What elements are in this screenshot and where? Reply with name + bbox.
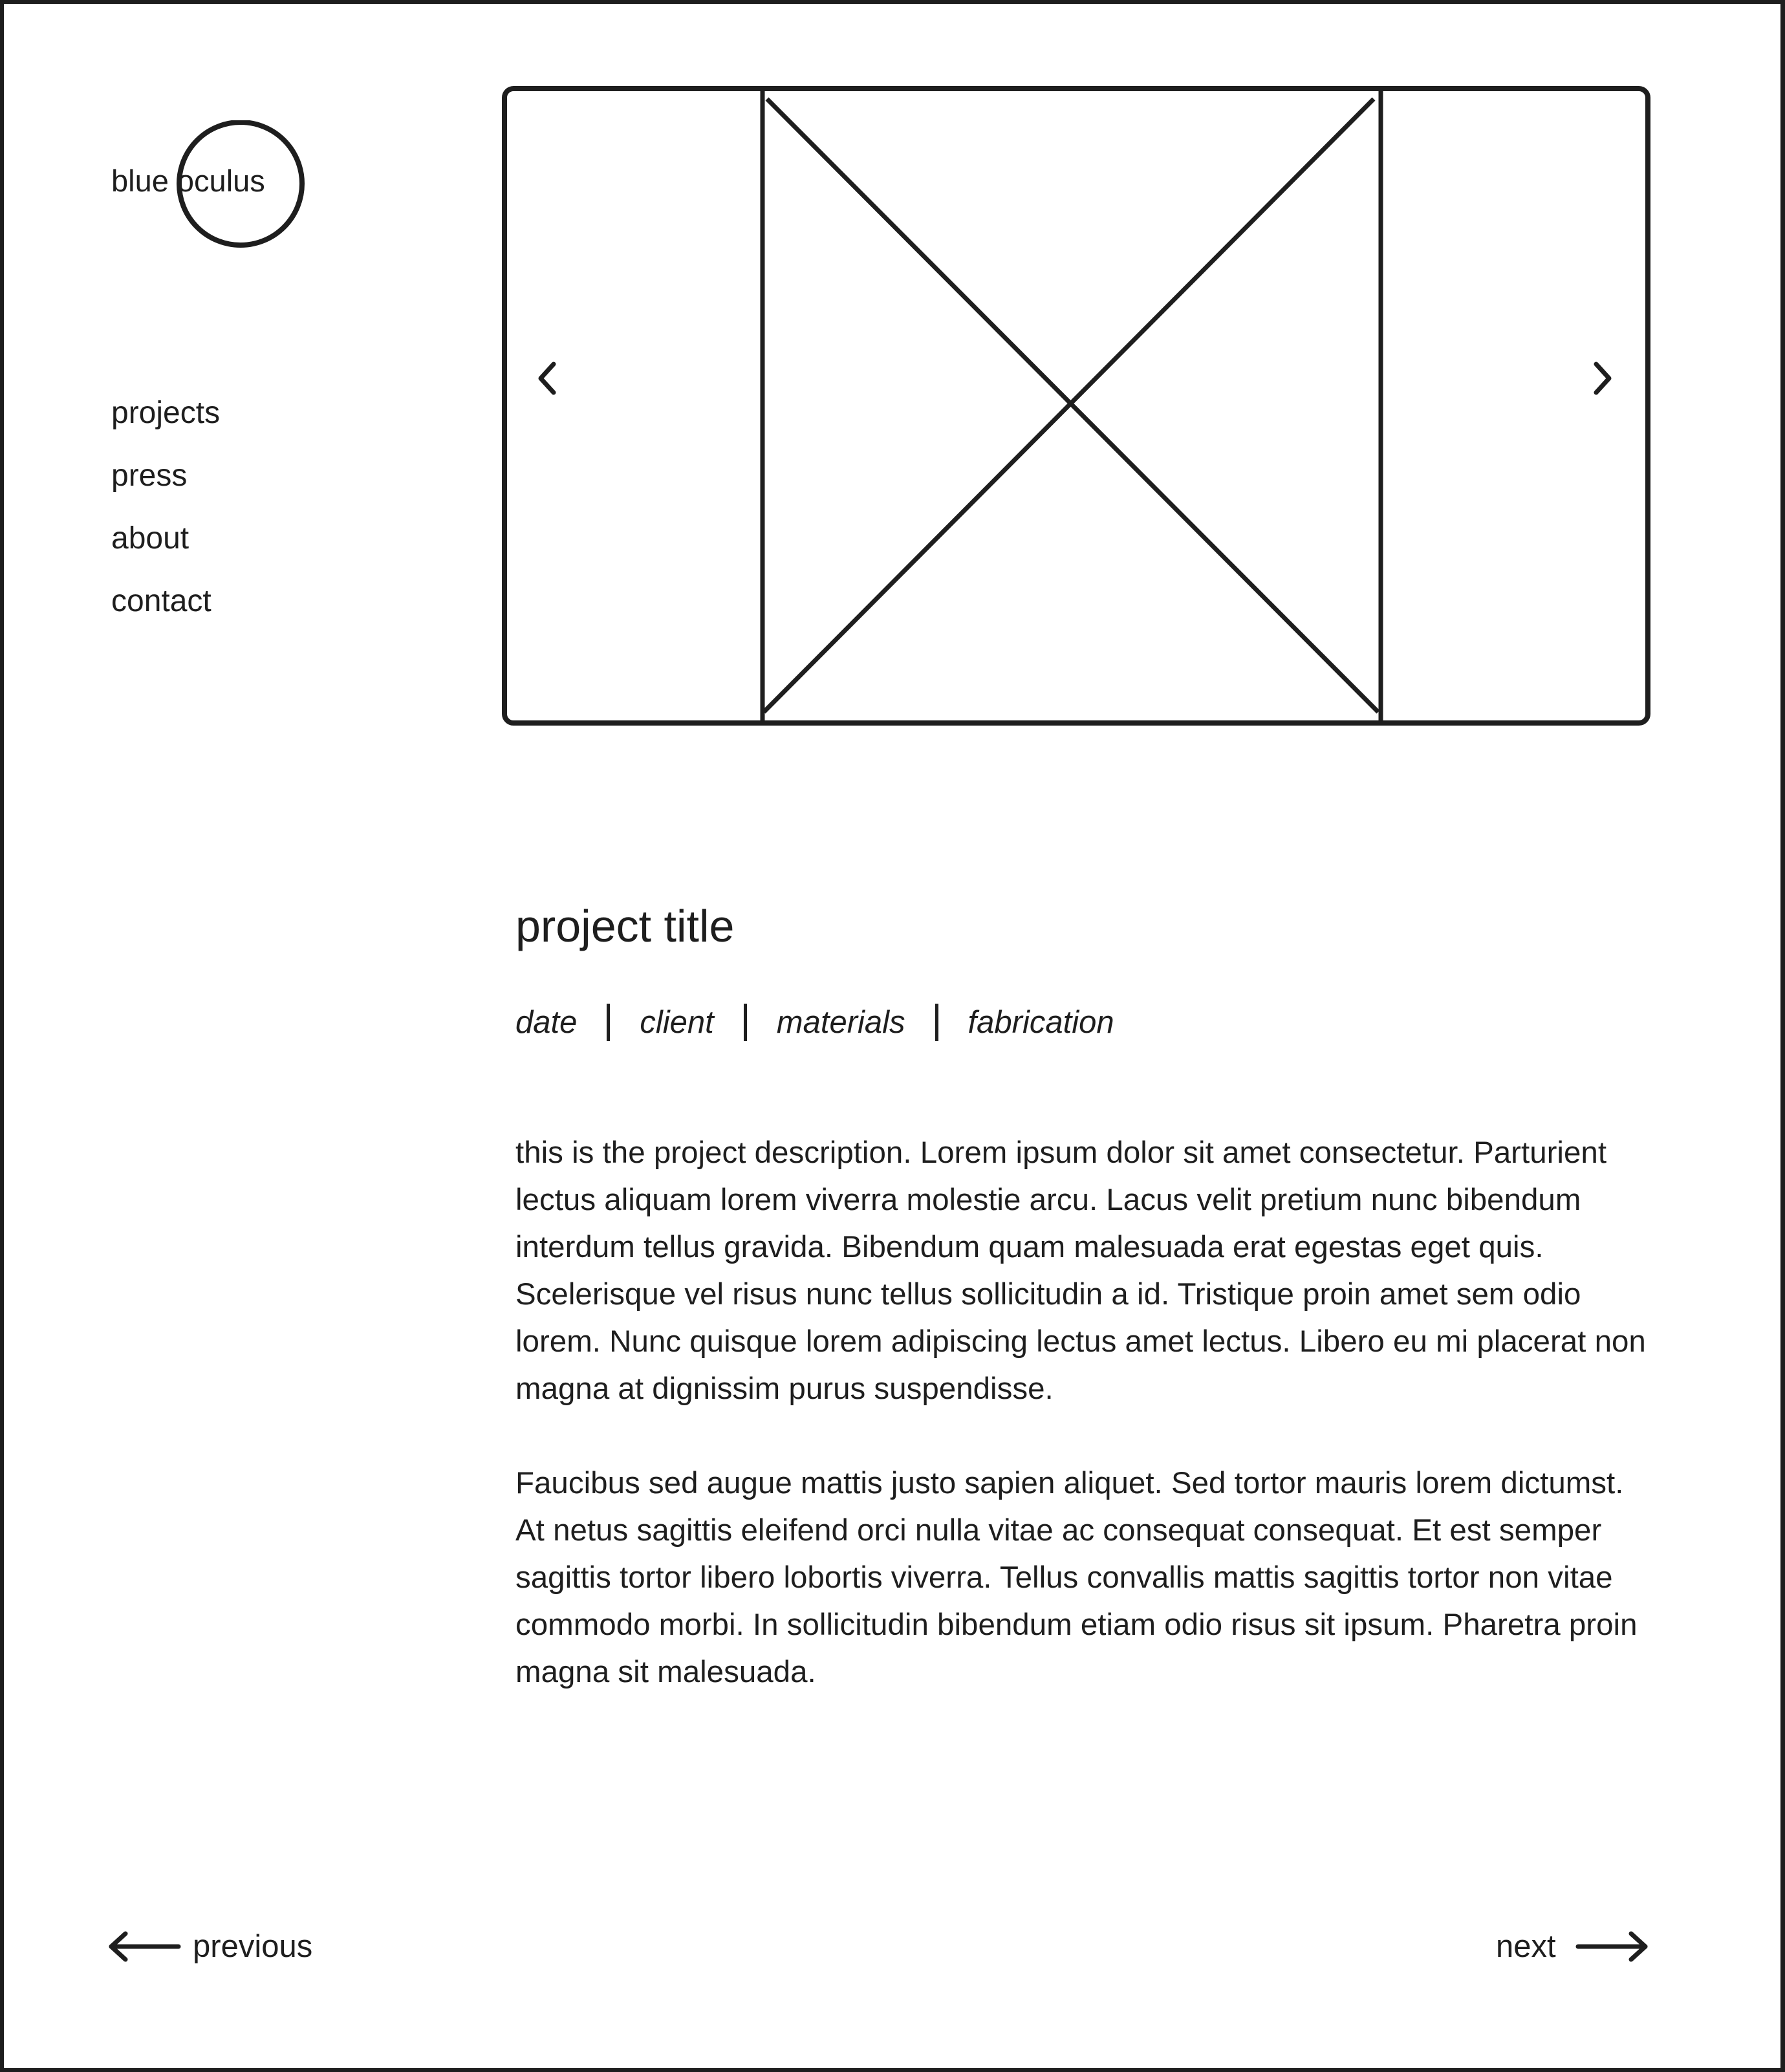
- carousel-prev-button[interactable]: [528, 358, 567, 396]
- arrow-right-icon: [1573, 1927, 1650, 1966]
- carousel-next-button[interactable]: [1583, 358, 1622, 396]
- logo[interactable]: [111, 120, 318, 250]
- image-placeholder: [502, 86, 1650, 726]
- project-meta: [515, 1004, 1114, 1041]
- meta-fabrication: fabrication: [968, 1005, 1114, 1040]
- nav-item-contact[interactable]: contact: [111, 584, 211, 618]
- image-carousel: [502, 86, 1650, 726]
- description-paragraph: this is the project description. Lorem ipsum dolor sit amet consectetur. Parturient lectus aliquam lorem viverra molestie arcu. Lacus velit pretium nunc bibendum interdum tellus gravida. Bibendum quam malesuada erat egestas eget quis. Scelerisque vel risus nunc tellus sollicitudin a id. Tristique proin amet sem odio lorem. Nunc quisque lorem adipiscing lectus amet lectus. Libero eu mi placerat non magna at dignissim purus suspendisse.: [515, 1136, 1646, 1406]
- chevron-right-icon: [1583, 358, 1622, 396]
- chevron-left-icon: [528, 358, 567, 396]
- description-paragraph: Faucibus sed augue mattis justo sapien aliquet. Sed tortor mauris lorem dictumst. At netus sagittis eleifend orci nulla vitae ac consequat consequat. Et est semper sagittis tortor libero lobortis viverra. Tellus convallis mattis sagittis tortor non vitae commodo morbi. In sollicitudin bibendum etiam odio risus sit ipsum. Pharetra proin magna sit malesuada.: [515, 1466, 1638, 1689]
- nav-item-press[interactable]: press: [111, 459, 188, 493]
- previous-label: previous: [193, 1929, 313, 1964]
- nav-item-projects[interactable]: projects: [111, 396, 221, 430]
- meta-divider: [744, 1004, 747, 1041]
- main-nav: [111, 382, 220, 632]
- meta-materials: materials: [776, 1005, 905, 1040]
- next-project-link[interactable]: [1496, 1927, 1650, 1966]
- meta-divider: [935, 1004, 938, 1041]
- next-label: next: [1496, 1929, 1556, 1964]
- previous-project-link[interactable]: [106, 1927, 312, 1966]
- meta-divider: [607, 1004, 610, 1041]
- meta-date: date: [515, 1005, 578, 1040]
- project-title: project title: [515, 901, 735, 951]
- project-description: [515, 1129, 1654, 1743]
- meta-client: client: [640, 1005, 714, 1040]
- logo-text: blue oculus: [111, 164, 265, 198]
- nav-item-about[interactable]: about: [111, 521, 189, 556]
- logo-circle-icon: [111, 120, 318, 250]
- arrow-left-icon: [106, 1927, 184, 1966]
